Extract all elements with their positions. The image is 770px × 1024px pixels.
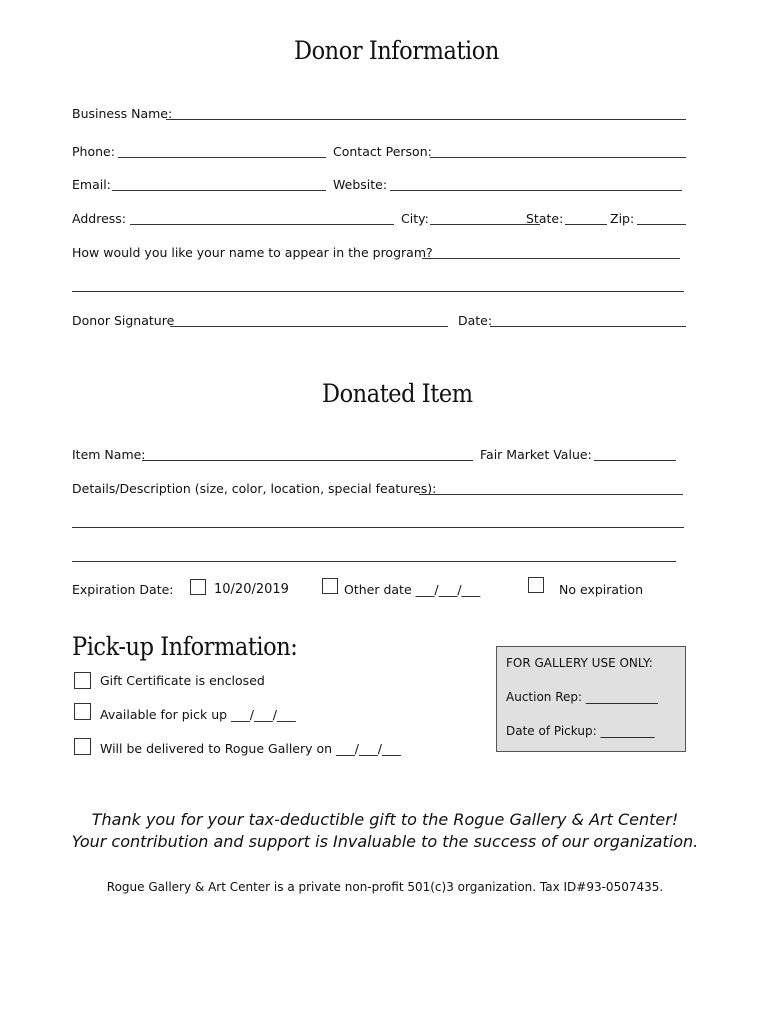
expiration-checkbox-none[interactable] xyxy=(528,577,544,593)
address-field[interactable] xyxy=(130,224,394,225)
thanks-line-1: Thank you for your tax-deductible gift to the Rogue Gallery & Art Center! xyxy=(91,810,679,829)
pickup-checkbox-available[interactable] xyxy=(74,703,91,720)
donor-signature-label: Donor Signature xyxy=(72,313,175,328)
expiration-checkbox-other[interactable] xyxy=(322,578,338,594)
pickup-option-delivered: Will be delivered to Rogue Gallery on ___/___/___ xyxy=(100,741,401,756)
gallery-use-title: FOR GALLERY USE ONLY: xyxy=(506,656,653,670)
pickup-checkbox-enclosed[interactable] xyxy=(74,672,91,689)
thanks-line-2: Your contribution and support is Invaluable to the success of our organization. xyxy=(71,832,699,851)
business-name-field[interactable] xyxy=(166,119,686,120)
pickup-option-enclosed: Gift Certificate is enclosed xyxy=(100,673,265,688)
auction-rep-field[interactable]: Auction Rep: ____________ xyxy=(506,690,658,704)
program-name-field-line-2[interactable] xyxy=(72,291,684,292)
email-field[interactable] xyxy=(112,190,326,191)
pickup-checkbox-delivered[interactable] xyxy=(74,738,91,755)
gallery-use-box xyxy=(496,646,686,752)
zip-field[interactable] xyxy=(637,224,686,225)
email-label: Email: xyxy=(72,177,111,192)
details-label: Details/Description (size, color, location, special features): xyxy=(72,481,437,496)
pickup-information-heading: Pick-up Information: xyxy=(72,632,298,661)
expiration-option-other: Other date ___/___/___ xyxy=(344,582,481,597)
expiration-option-date: 10/20/2019 xyxy=(214,582,289,597)
phone-field[interactable] xyxy=(118,157,326,158)
item-name-field[interactable] xyxy=(142,460,473,461)
state-field[interactable] xyxy=(565,224,607,225)
item-name-label: Item Name: xyxy=(72,447,146,462)
donated-item-heading: Donated Item xyxy=(322,379,473,408)
address-label: Address: xyxy=(72,211,126,226)
date-field[interactable] xyxy=(490,326,686,327)
fair-market-value-label: Fair Market Value: xyxy=(480,447,592,462)
zip-label: Zip: xyxy=(610,211,635,226)
website-field[interactable] xyxy=(390,190,682,191)
state-label: State: xyxy=(526,211,564,226)
contact-person-field[interactable] xyxy=(430,157,686,158)
footer-note: Rogue Gallery & Art Center is a private non-profit 501(c)3 organization. Tax ID#93-0507435. xyxy=(106,880,664,894)
date-label: Date: xyxy=(458,313,493,328)
date-of-pickup-field[interactable]: Date of Pickup: _________ xyxy=(506,724,655,738)
donor-information-heading: Donor Information xyxy=(294,36,499,65)
business-name-label: Business Name: xyxy=(72,106,173,121)
pickup-option-available: Available for pick up ___/___/___ xyxy=(100,707,296,722)
city-field[interactable] xyxy=(430,224,540,225)
donor-signature-field[interactable] xyxy=(170,326,448,327)
program-name-label: How would you like your name to appear in the program? xyxy=(72,245,433,260)
details-field[interactable] xyxy=(419,494,683,495)
website-label: Website: xyxy=(333,177,388,192)
city-label: City: xyxy=(401,211,429,226)
expiration-date-label: Expiration Date: xyxy=(72,582,174,597)
phone-label: Phone: xyxy=(72,144,115,159)
expiration-checkbox-date[interactable] xyxy=(190,579,206,595)
program-name-field[interactable] xyxy=(422,258,680,259)
contact-person-label: Contact Person: xyxy=(333,144,432,159)
fair-market-value-field[interactable] xyxy=(594,460,676,461)
expiration-option-none: No expiration xyxy=(559,582,643,597)
details-field-line-3[interactable] xyxy=(72,561,676,562)
details-field-line-2[interactable] xyxy=(72,527,684,528)
